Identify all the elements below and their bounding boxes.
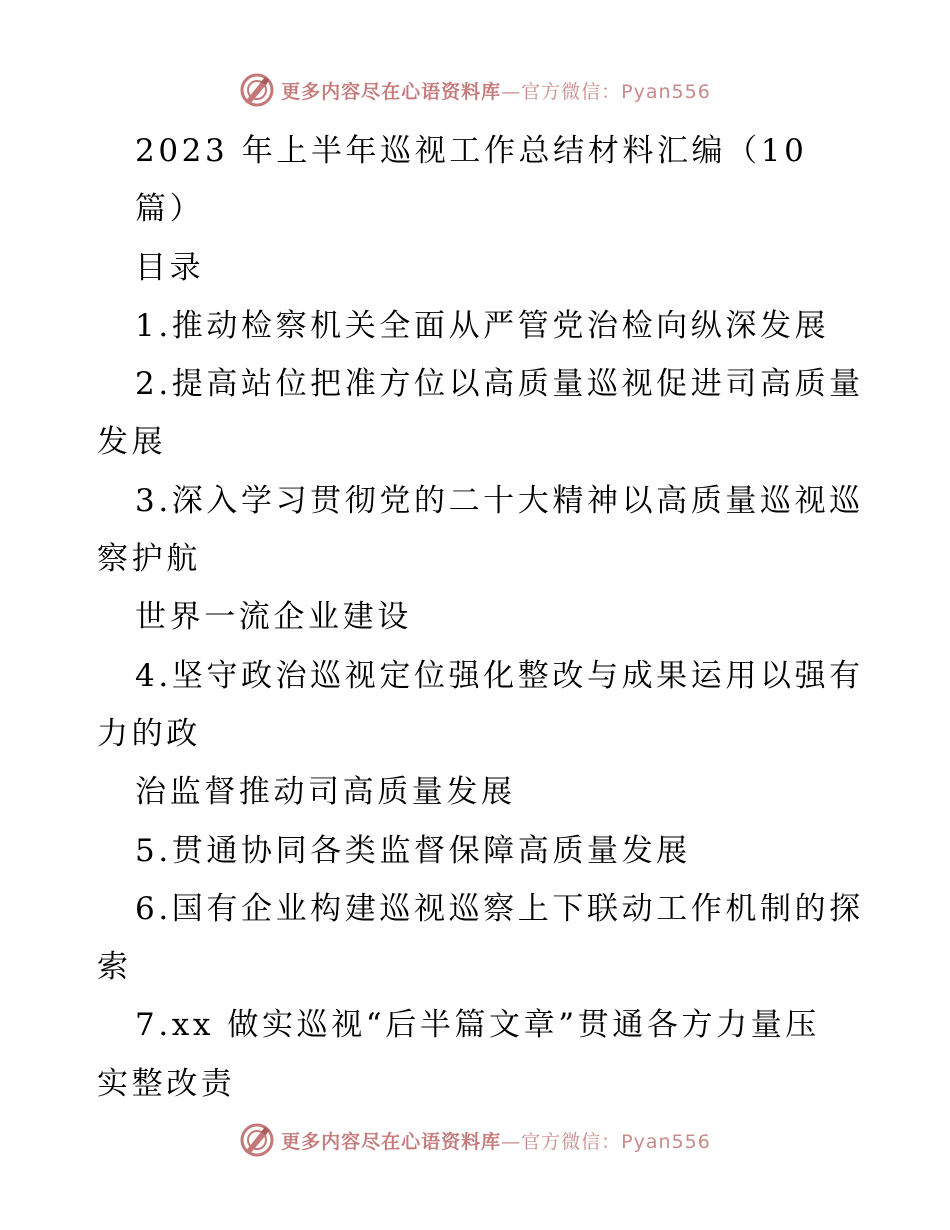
watermark-footer xyxy=(0,1120,950,1160)
document-body xyxy=(97,122,864,1113)
toc-item-3: 3.深入学习贯彻党的二十大精神以高质量巡视巡 xyxy=(135,482,864,519)
toc-item-4: 4.坚守政治巡视定位强化整改与成果运用以强有 xyxy=(135,657,864,694)
toc-item-7: 7.xx 做实巡视“后半篇文章”贯通各方力量压 xyxy=(135,1007,820,1044)
toc-item-5: 5.贯通协同各类监督保障高质量发展 xyxy=(135,832,691,869)
document-title-line-1: 2023 年上半年巡视工作总结材料汇编（10 xyxy=(135,133,808,169)
toc-item-4-cont-2: 治监督推动司高质量发展 xyxy=(135,774,516,811)
toc-item-1: 1.推动检察机关全面从严管党治检向纵深发展 xyxy=(135,307,830,344)
toc-heading: 目录 xyxy=(135,249,205,286)
toc-item-2-cont: 发展 xyxy=(97,424,167,461)
toc-item-6: 6.国有企业构建巡视巡察上下联动工作机制的探 xyxy=(135,890,864,927)
toc-item-2: 2.提高站位把准方位以高质量巡视促进司高质量 xyxy=(135,366,864,403)
watermark-text: 更多内容尽在心语资料库—官方微信：Pyan556 xyxy=(281,1130,711,1153)
toc-item-6-cont: 索 xyxy=(97,949,132,986)
toc-item-3-cont: 察护航 xyxy=(97,541,201,578)
toc-item-7-cont: 实整改责 xyxy=(97,1065,236,1102)
document-title-line-2: 篇） xyxy=(135,191,205,228)
watermark-header xyxy=(0,70,950,110)
watermark-text: 更多内容尽在心语资料库—官方微信：Pyan556 xyxy=(281,80,711,103)
pen-logo-icon xyxy=(239,1122,275,1158)
toc-item-4-cont: 力的政 xyxy=(97,715,201,752)
toc-item-3-cont-2: 世界一流企业建设 xyxy=(135,599,412,636)
pen-logo-icon xyxy=(239,72,275,108)
